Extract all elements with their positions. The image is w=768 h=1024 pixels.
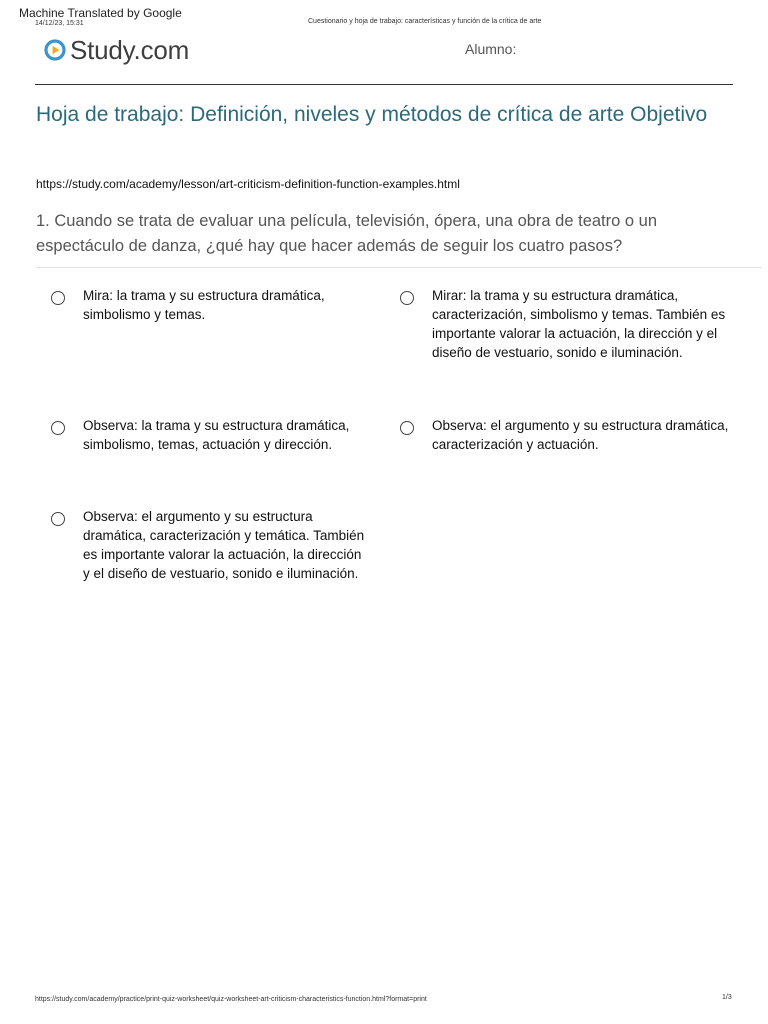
radio-button[interactable] (400, 291, 414, 305)
radio-button[interactable] (51, 291, 65, 305)
lesson-url[interactable]: https://study.com/academy/lesson/art-criticism-definition-function-examples.html (36, 177, 460, 191)
answer-option-text: Mirar: la trama y su estructura dramática, caracterización, simbolismo y temas. También es importante valorar la actuación, la dirección y el diseño de vestuario, sonido e iluminación. (432, 288, 726, 360)
answer-option[interactable] (51, 507, 371, 583)
question-divider (36, 267, 762, 268)
answer-option-text: Observa: la trama y su estructura dramática, simbolismo, temas, actuación y dirección. (83, 418, 350, 452)
study-logo-icon (44, 39, 66, 61)
print-page-title: Cuestionario y hoja de trabajo: características y función de la crítica de arte (308, 18, 542, 25)
footer-print-url: https://study.com/academy/practice/print-quiz-worksheet/quiz-worksheet-art-criticism-characteristics-function.html?format=print (35, 996, 427, 1003)
answer-option[interactable] (400, 416, 730, 454)
machine-translated-banner: Machine Translated by Google (19, 6, 182, 20)
student-label: Alumno: (465, 41, 517, 57)
answer-option[interactable] (51, 286, 371, 324)
answer-option-text: Mira: la trama y su estructura dramática, simbolismo y temas. (83, 288, 325, 322)
header-divider (35, 84, 733, 85)
answer-option-text: Observa: el argumento y su estructura dramática, caracterización y actuación. (432, 418, 729, 452)
worksheet-title: Hoja de trabajo: Definición, niveles y métodos de crítica de arte Objetivo (36, 103, 708, 126)
print-date-time: 14/12/23, 15:31 (35, 20, 84, 27)
radio-button[interactable] (51, 421, 65, 435)
question-text: 1. Cuando se trata de evaluar una película, televisión, ópera, una obra de teatro o un espectáculo de danza, ¿qué hay que hacer además de seguir los cuatro pasos? (36, 212, 658, 255)
answer-option[interactable] (51, 416, 371, 454)
logo-text: Study.com (70, 34, 190, 65)
radio-button[interactable] (51, 512, 65, 526)
radio-button[interactable] (400, 421, 414, 435)
answer-option[interactable] (400, 286, 730, 362)
study-logo[interactable] (44, 34, 189, 66)
page-number: 1/3 (722, 994, 732, 1001)
answer-option-text: Observa: el argumento y su estructura dramática, caracterización y temática. También es importante valorar la actuación, la dirección y el diseño de vestuario, sonido e iluminación. (83, 509, 365, 581)
